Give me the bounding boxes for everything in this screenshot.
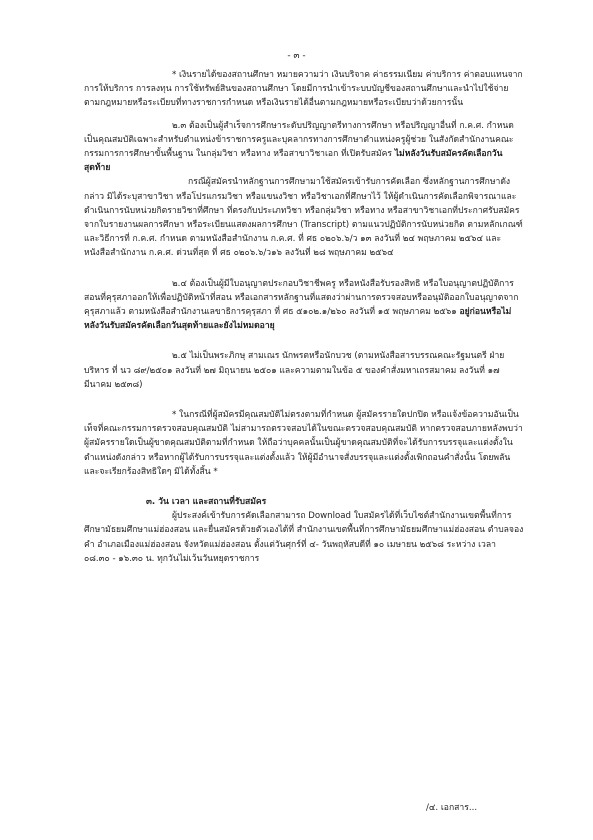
paragraph-text: * เงินรายได้ของสถานศึกษา หมายความว่า เงินบริจาค ค่าธรรมเนียม ค่าบริการ ค่าตอบแทนจากการให้บริการ การลงทุน การใช้ทรัพย์สินของสถานศึกษา โดยมีการนำเข้าระบบบัญชีของสถานศึกษาและนำไปใช้จ่ายตามกฎหมายหรือระเบียบที่ทางราชการกำหนด หรือเงินรายได้อื่นตามกฎหมายหรือระเบียบว่าด้วยการนั้น [84,70,523,109]
paragraph-disqualification-note [84,408,524,479]
paragraph-text: * ในกรณีที่ผู้สมัครมีคุณสมบัติไม่ตรงตามที่กำหนด ผู้สมัครรายใดปกปิด หรือแจ้งข้อความอันเป็นเท็จที่คณะกรรมการตรวจสอบคุณสมบัติ ไม่สามารถตรวจสอบได้ในขณะตรวจสอบคุณสมบัติ หากตรวจสอบภายหลังพบว่าผู้สมัครรายใดเป็นผู้ขาดคุณสมบัติตามที่กำหนด ให้ถือว่าบุคคลนั้นเป็นผู้ขาดคุณสมบัติที่จะได้รับการบรรจุและแต่งตั้งในตำแหน่งดังกล่าว หรือหากผู้ได้รับการบรรจุและแต่งตั้งแล้ว ให้ผู้มีอำนาจสั่งบรรจุและแต่งตั้งเพิกถอนคำสั่งนั้น โดยพลัน และจะเรียกร้องสิทธิใดๆ มิได้ทั้งสิ้น * [84,410,523,477]
document-body [84,68,524,566]
paragraph-text: ๒.๔ ต้องเป็นผู้มีใบอนุญาตประกอบวิชาชีพครู หรือหนังสือรับรองสิทธิ หรือใบอนุญาตปฏิบัติการสอนที่คุรุสภาออกให้เพื่อปฏิบัติหน้าที่สอน หรือเอกสารหลักฐานที่แสดงว่าผ่านการตรวจสอบหรืออนุมัติออกใบอนุญาตจากคุรุสภาแล้ว ตามหนังสือสำนักงานเลขาธิการคุรุสภา ที่ ศธ ๕๑๐๒.๑/๒๖๐ ลงวันที่ ๑๕ พฤษภาคม ๒๕๖๑ [84,278,519,318]
paragraph-bold-tail: อยู่ก่อนหรือไม่หลังวันรับสมัครคัดเลือกวันสุดท้ายและยังไม่หมดอายุ [84,307,512,332]
paragraph-text: กรณีผู้สมัครนำหลักฐานการศึกษามาใช้สมัครเข้ารับการคัดเลือก ซึ่งหลักฐานการศึกษาดังกล่าว มิได้ระบุสาขาวิชา หรือโปรแกรมวิชา หรือแขนงวิชา หรือวิชาเอกที่ศึกษาไว้ ให้ผู้ดำเนินการคัดเลือกพิจารณาและดำเนินการนับหน่วยกิตรายวิชาที่ศึกษา ที่ตรงกับประเภทวิชา หรือกลุ่มวิชา หรือทาง หรือสาขาวิชาเอกที่ประกาศรับสมัคร จากใบรายงานผลการศึกษา หรือระเบียนแสดงผลการศึกษา (Transcript) ตามแนวปฏิบัติการนับหน่วยกิต ตามหลักเกณฑ์และวิธีการที่ ก.ค.ศ. กำหนด ตามหนังสือสำนักงาน ก.ค.ศ. ที่ ศธ ๐๒๐๖.๖/ว ๑๓ ลงวันที่ ๒๔ พฤษภาคม ๒๕๖๔ และหนังสือสำนักงาน ก.ค.ศ. ด่วนที่สุด ที่ ศธ ๐๒๐๖.๖/ว๑๖ ลงวันที่ ๒๘ พฤษภาคม ๒๕๖๔ [84,177,523,259]
paragraph-bold-tail: ไม่หลังวันรับสมัครคัดเลือกวันสุดท้าย [84,149,503,174]
paragraph-2-4-license [84,277,524,334]
section-3-heading: ๓. วัน เวลา และสถานที่รับสมัคร [146,497,267,508]
section-3-text: ผู้ประสงค์เข้ารับการคัดเลือกสามารถ Download ใบสมัครได้ที่เว็บไซต์สำนักงานเขตพื้นที่การศึกษามัธยมศึกษาแม่ฮ่องสอน และยื่นสมัครด้วยตัวเองได้ที่ สำนักงานเขตพื้นที่การศึกษามัธยมศึกษาแม่ฮ่องสอน ตำบลจองคำ อำเภอเมืองแม่ฮ่องสอน จังหวัดแม่ฮ่องสอน ตั้งแต่วันศุกร์ที่ ๔- วันพฤหัสบดีที่ ๑๐ เมษายน ๒๕๖๘ ระหว่าง เวลา ๐๘.๓๐ - ๑๖.๓๐ น. ทุกวันไม่เว้นวันหยุดราชการ [84,511,524,564]
paragraph-text: ๒.๓ ต้องเป็นผู้สำเร็จการศึกษาระดับปริญญาตรีทางการศึกษา หรือปริญญาอื่นที่ ก.ค.ศ. กำหนด เป็นคุณสมบัติเฉพาะสำหรับตำแหน่งข้าราชการครูและบุคลากรทางการศึกษาตำแหน่งครูผู้ช่วย ในสังกัดสำนักงานคณะกรรมการการศึกษาขั้นพื้นฐาน ในกลุ่มวิชา หรือทาง หรือสาขาวิชาเอก ที่เปิดรับสมัคร [84,120,514,160]
paragraph-text: ๒.๕ ไม่เป็นพระภิกษุ สามเณร นักพรตหรือนักบวช (ตามหนังสือสารบรรณคณะรัฐมนตรี ฝ่ายบริหาร ที่ นว ๘๙/๒๕๐๑ ลงวันที่ ๒๗ มิถุนายน ๒๕๐๑ และความตามในข้อ ๕ ของคำสั่งมหาเถรสมาคม ลงวันที่ ๑๗ มีนาคม ๒๕๓๘) [84,351,505,390]
paragraph-transcript-case [84,175,524,260]
paragraph-2-3-qualification [84,119,524,176]
page-number: - ๓ - [287,51,306,61]
paragraph-income-definition [84,68,524,111]
continuation-marker: /๔. เอกสาร... [426,803,478,813]
paragraph-2-5-not-monk [84,349,524,392]
